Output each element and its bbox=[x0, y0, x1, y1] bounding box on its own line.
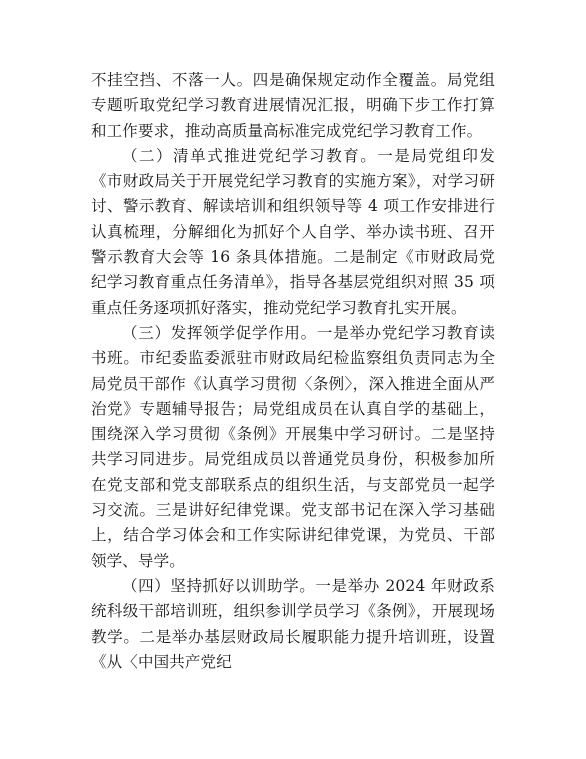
paragraph-continuation: 不挂空挡、不落一人。四是确保规定动作全覆盖。局党组专题听取党纪学习教育进展情况汇报，明确下步工作打算和工作要求，推动高质量高标准完成党纪学习教育工作。 bbox=[91, 71, 495, 140]
paragraph-section-4: （四）坚持抓好以训助学。一是举办 2024 年财政系统科级干部培训班，组织参训学员学习《条例》，开展现场教学。二是举办基层财政局长履职能力提升培训班，设置《从〈中国共产党纪 bbox=[91, 576, 495, 671]
paragraph-section-3: （三）发挥领学促学作用。一是举办党纪学习教育读书班。市纪委监委派驻市财政局纪检监察组负责同志为全局党员干部作《认真学习贯彻〈条例〉，深入推进全面从严治党》专题辅导报告；局党组成员在认真自学的基础上，围绕深入学习贯彻《条例》开展集中学习研讨。二是坚持共学习同进步。局党组成员以普通党员身份，积极参加所在党支部和党支部联系点的组织生活，与支部党员一起学习交流。三是讲好纪律党课。党支部书记在深入学习基础上，结合学习体会和工作实际讲纪律党课，为党员、干部领学、导学。 bbox=[91, 323, 495, 570]
document-body bbox=[91, 68, 495, 675]
paragraph-section-2: （二）清单式推进党纪学习教育。一是局党组印发《市财政局关于开展党纪学习教育的实施方案》，对学习研讨、警示教育、解读培训和组织领导等 4 项工作安排进行认真梳理，分解细化为抓好个人自学、举办读书班、召开警示教育大会等 16 条具体措施。二是制定《市财政局党纪学习教育重点任务清单》，指导各基层党组织对照 35 项重点任务逐项抓好落实，推动党纪学习教育扎实开展。 bbox=[91, 146, 495, 317]
